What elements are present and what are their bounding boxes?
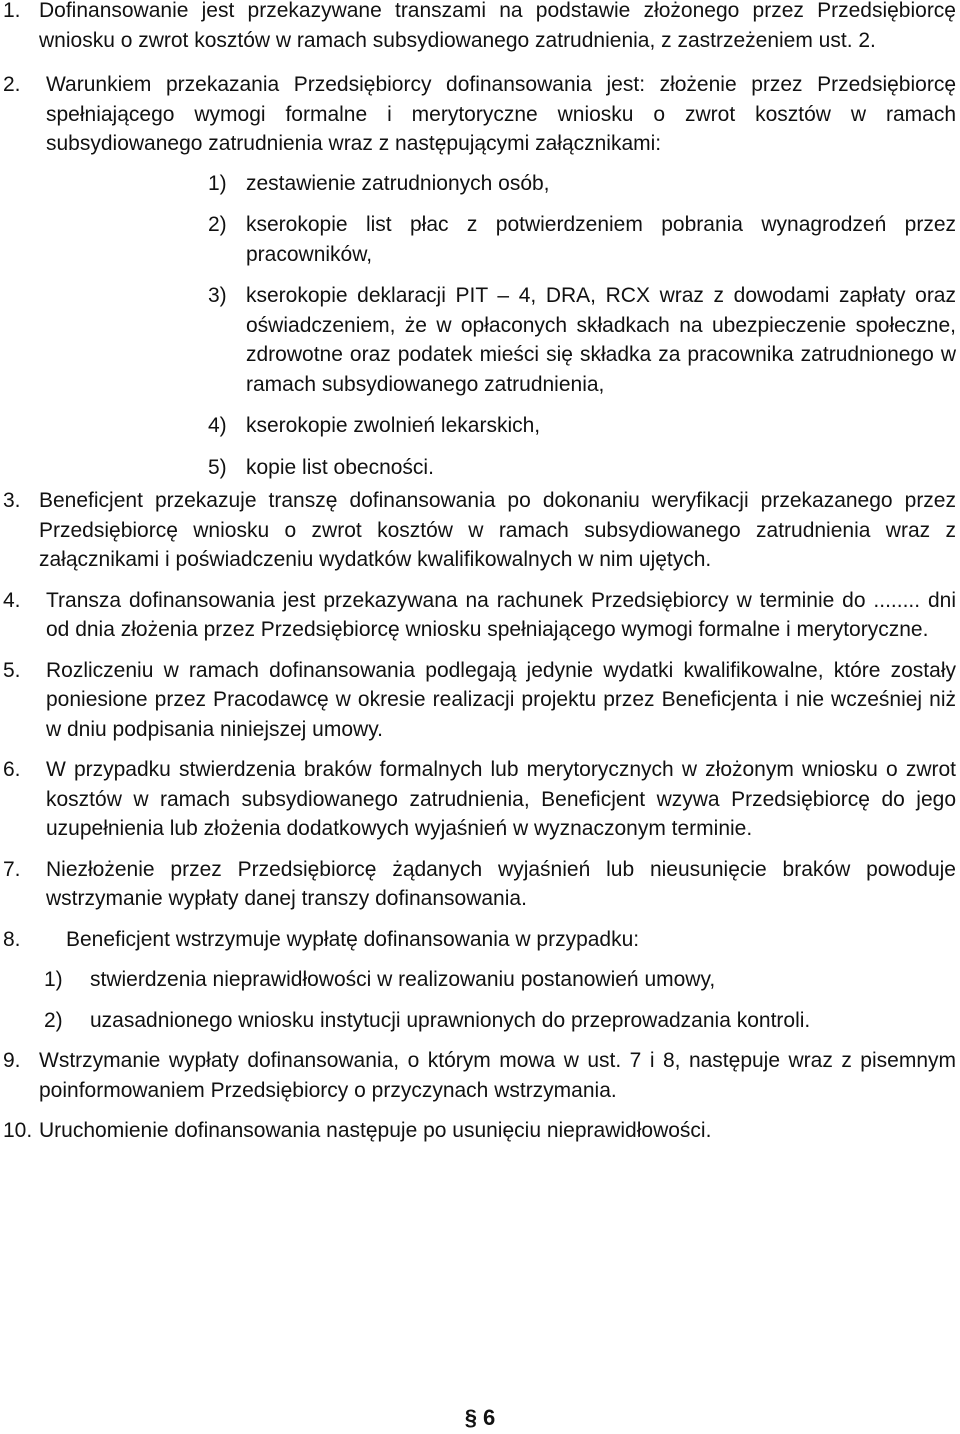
suspension-case-item bbox=[44, 965, 956, 995]
paragraph-10 bbox=[0, 1116, 956, 1146]
paragraph-number: 5. bbox=[3, 658, 21, 682]
paragraph-text: Wstrzymanie wypłaty dofinansowania, o którym mowa w ust. 7 i 8, następuje wraz z pisemnym poinformowaniem Przedsiębiorcy o przyczynach wstrzymania. bbox=[39, 1049, 956, 1102]
attachment-number: 1) bbox=[208, 171, 227, 195]
attachment-item bbox=[208, 411, 956, 441]
paragraph-2 bbox=[0, 70, 956, 159]
paragraph-6 bbox=[0, 755, 956, 844]
paragraph-5 bbox=[0, 656, 956, 745]
paragraph-number: 10. bbox=[3, 1119, 33, 1142]
paragraph-text: Dofinansowanie jest przekazywane transzami na podstawie złożonego przez Przedsiębiorcę wniosku o zwrot kosztów w ramach subsydiowanego zatrudnienia, z zastrzeżeniem ust. 2. bbox=[39, 0, 956, 52]
paragraph-number: 1. bbox=[3, 0, 21, 22]
attachment-item bbox=[208, 210, 956, 269]
paragraph-text: Transza dofinansowania jest przekazywana na rachunek Przedsiębiorcy w terminie do ........ dni od dnia złożenia przez Przedsiębiorcę wniosku spełniającego wymogi formalne i merytoryczne. bbox=[46, 588, 956, 641]
attachment-number: 2) bbox=[208, 213, 227, 236]
suspension-case-item bbox=[44, 1006, 956, 1036]
attachment-item bbox=[208, 453, 956, 483]
attachment-number: 3) bbox=[208, 284, 227, 307]
attachment-text: kserokopie list płac z potwierdzeniem pobrania wynagrodzeń przez pracowników, bbox=[246, 213, 956, 266]
attachment-text: kserokopie deklaracji PIT – 4, DRA, RCX wraz z dowodami zapłaty oraz oświadczeniem, że w opłaconych składkach na ubezpieczenie społeczne, zdrowotne oraz podatek mieści się składka za pracownika zatrudnionego w ramach subsydiowanego zatrudnienia, bbox=[246, 284, 956, 396]
attachment-item bbox=[208, 281, 956, 399]
attachment-text: kopie list obecności. bbox=[246, 455, 434, 479]
paragraph-3 bbox=[0, 486, 956, 575]
suspension-case-text: stwierdzenia nieprawidłowości w realizowaniu postanowień umowy, bbox=[90, 968, 716, 991]
paragraph-number: 9. bbox=[3, 1049, 21, 1072]
paragraph-number: 7. bbox=[3, 857, 21, 881]
paragraph-text: W przypadku stwierdzenia braków formalnych lub merytorycznych w złożonym wniosku o zwrot kosztów w ramach subsydiowanego zatrudnienia, Beneficjent wzywa Przedsiębiorcę do jego uzupełnienia lub złożenia dodatkowych wyjaśnień w wyznaczonym terminie. bbox=[46, 758, 956, 840]
paragraph-number: 2. bbox=[3, 73, 21, 96]
paragraph-text: Uruchomienie dofinansowania następuje po usunięciu nieprawidłowości. bbox=[39, 1119, 712, 1142]
paragraph-7 bbox=[0, 855, 956, 914]
paragraph-9 bbox=[0, 1046, 956, 1105]
section-heading: § 6 bbox=[464, 1405, 496, 1430]
attachment-text: kserokopie zwolnień lekarskich, bbox=[246, 414, 541, 437]
paragraph-text: Beneficjent wstrzymuje wypłatę dofinansowania w przypadku: bbox=[66, 927, 640, 951]
suspension-case-number: 2) bbox=[44, 1008, 63, 1032]
paragraph-text: Beneficjent przekazuje transzę dofinansowania po dokonaniu weryfikacji przekazanego przez Przedsiębiorcę wniosku o zwrot kosztów w ramach subsydiowanego zatrudnienia wraz z załącznikami i poświadczeniu wydatków kwalifikowalnych w nim ujętych. bbox=[39, 489, 956, 571]
paragraph-text: Warunkiem przekazania Przedsiębiorcy dofinansowania jest: złożenie przez Przedsiębiorcę spełniającego wymogi formalne i merytoryczne wniosku o zwrot kosztów w ramach subsydiowanego zatrudnienia wraz z następującymi załącznikami: bbox=[46, 73, 956, 155]
paragraph-text: Rozliczeniu w ramach dofinansowania podlegają jedynie wydatki kwalifikowalne, które zostały poniesione przez Pracodawcę w okresie realizacji projektu przez Beneficjenta i nie wcześniej niż w dniu podpisania niniejszej umowy. bbox=[46, 658, 956, 741]
paragraph-number: 8. bbox=[3, 927, 21, 951]
suspension-case-text: uzasadnionego wniosku instytucji uprawnionych do przeprowadzania kontroli. bbox=[90, 1008, 811, 1032]
attachment-number: 4) bbox=[208, 414, 227, 437]
attachment-number: 5) bbox=[208, 455, 227, 479]
paragraph-8 bbox=[0, 925, 956, 955]
attachment-item bbox=[208, 169, 956, 199]
attachment-text: zestawienie zatrudnionych osób, bbox=[246, 171, 550, 195]
paragraph-number: 6. bbox=[3, 758, 21, 781]
paragraph-number: 3. bbox=[3, 489, 21, 512]
paragraph-text: Niezłożenie przez Przedsiębiorcę żądanych wyjaśnień lub nieusunięcie braków powoduje wstrzymanie wypłaty danej transzy dofinansowania. bbox=[46, 857, 956, 910]
paragraph-4 bbox=[0, 586, 956, 645]
paragraph-number: 4. bbox=[3, 588, 21, 612]
suspension-case-number: 1) bbox=[44, 968, 63, 991]
paragraph-1 bbox=[0, 0, 956, 55]
